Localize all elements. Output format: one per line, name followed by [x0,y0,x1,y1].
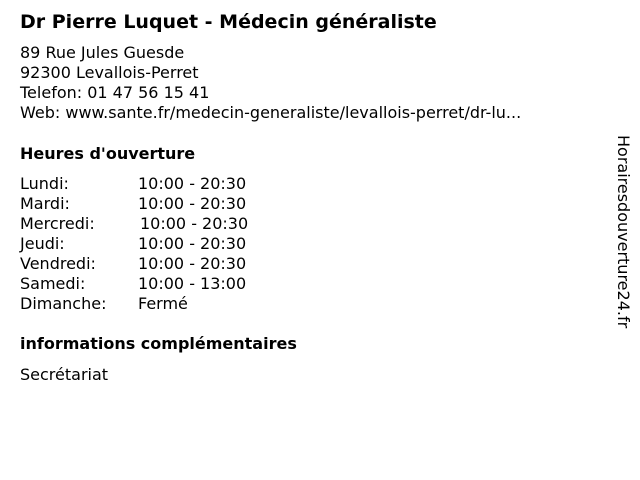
day-label: Lundi: [20,174,69,193]
contact-block [20,43,521,123]
day-label: Jeudi: [20,234,65,253]
time-range: 10:00 - 13:00 [138,274,247,293]
day-label: Vendredi: [20,254,96,273]
time-range: Fermé [138,294,188,313]
time-range: 10:00 - 20:30 [138,234,247,253]
additional-info-text: Secrétariat [20,365,109,384]
day-label: Mercredi: [20,214,95,233]
day-label: Samedi: [20,274,86,293]
address-street: 89 Rue Jules Guesde [20,43,185,62]
additional-info-heading: informations complémentaires [20,334,297,353]
time-range: 10:00 - 20:30 [138,174,247,193]
opening-hours-heading: Heures d'ouverture [20,144,196,163]
time-range: 10:00 - 20:30 [138,194,247,213]
time-range: 10:00 - 20:30 [140,214,249,233]
site-watermark: Horairesdouverture24.fr [614,135,633,329]
website-link[interactable]: Web: www.sante.fr/medecin-generaliste/levallois-perret/dr-lu... [20,103,522,122]
practitioner-title: Dr Pierre Luquet - Médecin généraliste [20,11,437,33]
time-range: 10:00 - 20:30 [138,254,247,273]
phone-number[interactable]: Telefon: 01 47 56 15 41 [20,83,210,102]
day-label: Mardi: [20,194,70,213]
day-label: Dimanche: [20,294,107,313]
address-city: 92300 Levallois-Perret [20,63,199,82]
